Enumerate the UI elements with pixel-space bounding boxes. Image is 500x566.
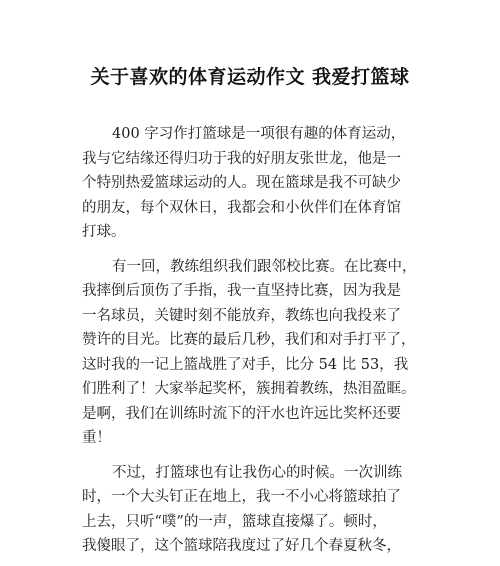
text-line: 打球。 [82,224,126,240]
text-line: 我傻眼了，这个篮球陪我度过了好几个春夏秋冬， [82,538,401,554]
document-title: 关于喜欢的体育运动作文 我爱打篮球 [90,66,410,88]
paragraph-3 [82,461,420,559]
text-line: 个特别热爱篮球运动的人。现在篮球是我不可缺少 [82,175,401,191]
text-line: 400 字习作打篮球是一项很有趣的体育运动， [112,126,406,142]
text-line: 的朋友，每个双休日，我都会和小伙伴们在体育馆 [82,199,401,216]
document-body [82,122,420,566]
text-line: 我摔倒后顶伤了手指，我一直坚持比赛，因为我是 [82,283,401,299]
text-line: 有一回，教练组织我们跟邻校比赛。在比赛中， [112,258,417,275]
text-line: 是啊，我们在训练时流下的汗水也许远比奖杯还要 [82,405,401,422]
text-line: 一名球员，关键时刻不能放弃，教练也向我投来了 [82,307,401,324]
text-line: 们胜利了！大家举起奖杯，簇拥着教练，热泪盈眶。 [82,381,416,397]
text-line: 这时我的一记上篮战胜了对手，比分 54 比 53，我 [82,356,409,373]
text-line: 重！ [82,430,111,446]
text-line: 上去，只听“噗”的一声，篮球直接爆了。顿时， [82,513,387,530]
text-line: 我与它结缘还得归功于我的好朋友张世龙，他是一 [82,150,401,167]
paragraph-2 [82,255,420,451]
text-line: 时，一个大头钉正在地上，我一不小心将篮球拍了 [82,489,401,505]
text-line: 不过，打篮球也有让我伤心的时候。一次训练 [112,464,402,481]
text-line: 赞许的目光。比赛的最后几秒，我们和对手打平了， [82,332,416,348]
paragraph-1 [82,122,420,245]
